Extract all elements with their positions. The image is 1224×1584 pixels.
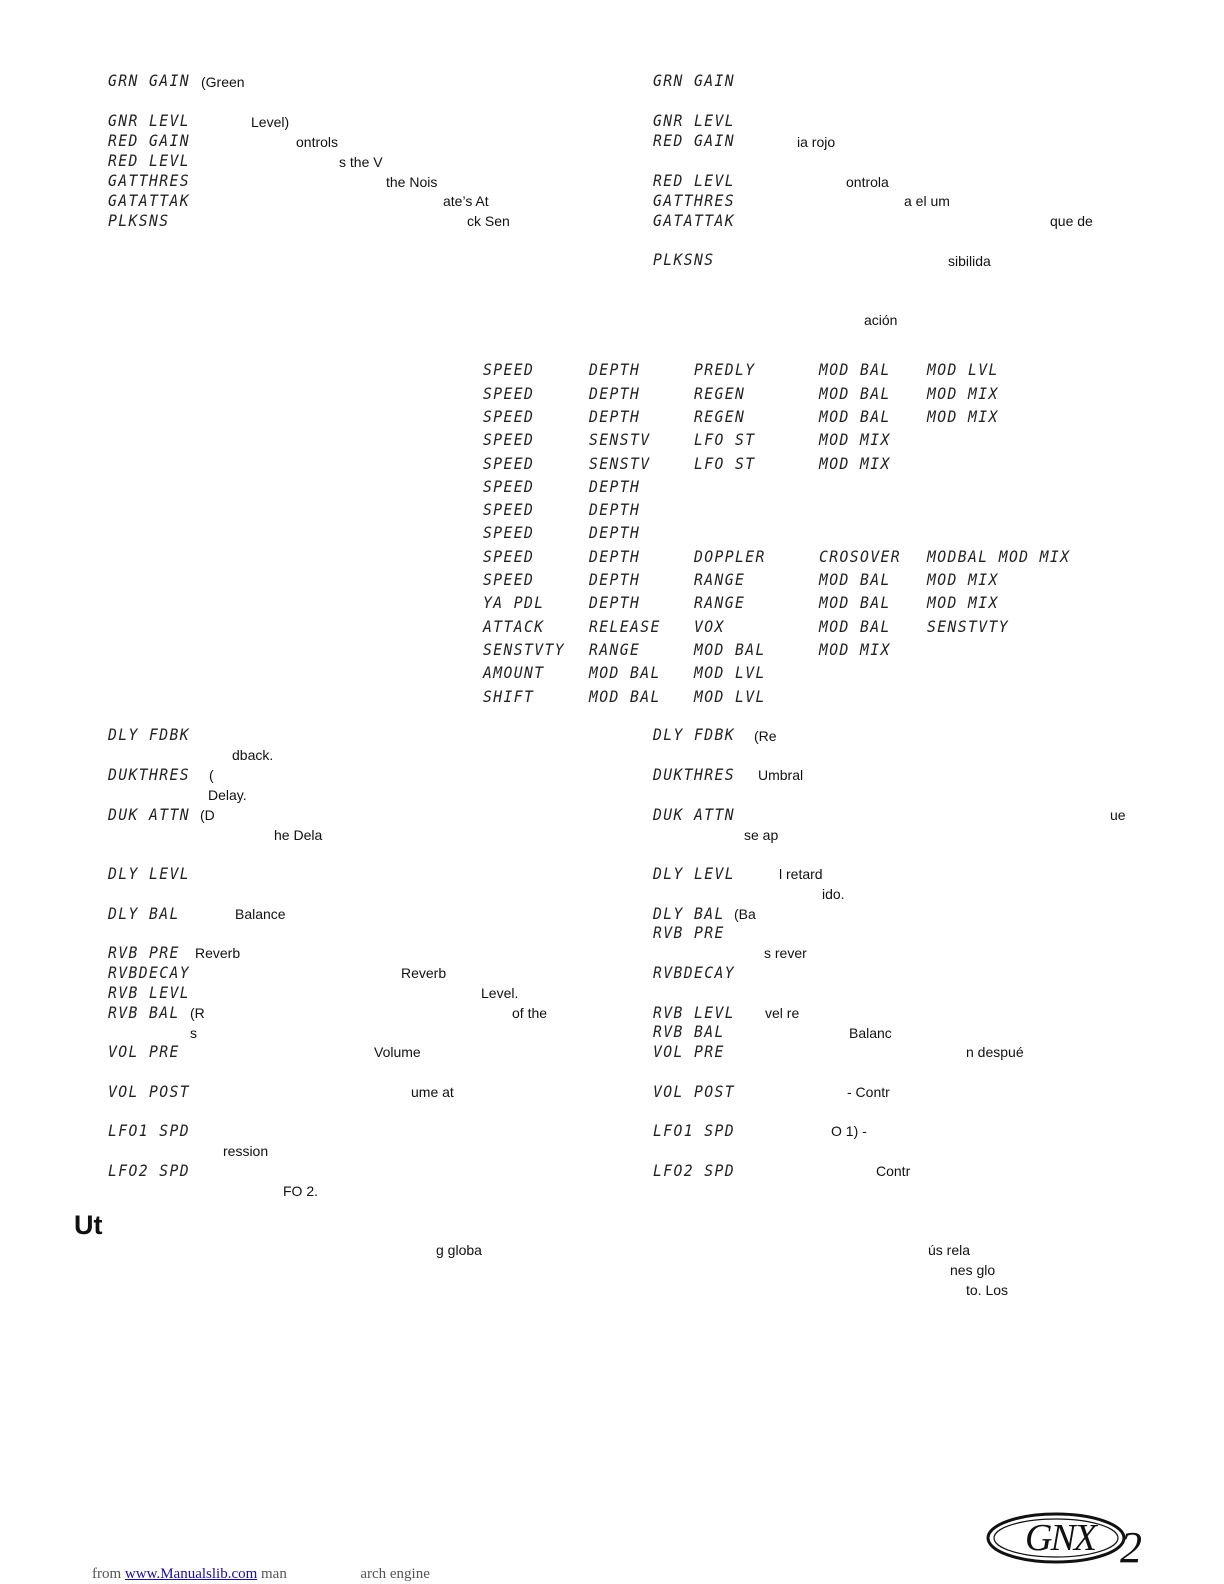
svg-text:GNX: GNX: [1025, 1517, 1095, 1559]
text-fragment: (D: [200, 807, 215, 823]
text-fragment: dback.: [232, 747, 274, 763]
text-fragment: ontrola: [846, 174, 889, 190]
text-fragment: g globa: [436, 1242, 482, 1258]
text-fragment: Level): [251, 114, 290, 130]
table-cell: DEPTH: [589, 477, 641, 496]
table-cell: MOD BAL: [819, 593, 891, 612]
table-cell: DEPTH: [589, 384, 641, 403]
text-fragment: (Ba: [734, 906, 756, 922]
table-cell: MOD BAL: [819, 360, 891, 379]
lcd-label: DUKTHRES: [108, 765, 190, 784]
table-cell: MOD BAL: [589, 687, 661, 706]
text-fragment: s the V: [339, 154, 383, 170]
lcd-label: DUKTHRES: [653, 765, 735, 784]
table-cell: MOD LVL: [694, 687, 766, 706]
lcd-label: GRN GAIN: [653, 71, 735, 90]
text-fragment: n despué: [966, 1044, 1024, 1060]
lcd-label: VOL POST: [653, 1082, 735, 1101]
footer-mid: man: [261, 1566, 287, 1582]
footer: [92, 1566, 430, 1583]
table-cell: MOD MIX: [927, 384, 999, 403]
text-fragment: Contr: [876, 1163, 911, 1179]
text-fragment: (Green: [201, 74, 245, 90]
text-fragment: ús rela: [928, 1242, 971, 1258]
table-cell: RANGE: [589, 640, 641, 659]
lcd-label: DLY FDBK: [108, 725, 190, 744]
text-fragment: ume at: [411, 1084, 454, 1100]
table-cell: MODBAL MOD MIX: [927, 547, 1071, 566]
text-fragment: Delay.: [208, 787, 247, 803]
text-fragment: he Dela: [274, 827, 323, 843]
lcd-label: RED LEVL: [108, 151, 190, 170]
lcd-label: RVB LEVL: [653, 1003, 735, 1022]
manualslib-link[interactable]: www.Manualslib.com: [124, 1566, 258, 1582]
svg-text:2: 2: [1120, 1523, 1142, 1572]
lcd-label: DLY BAL: [653, 904, 725, 923]
text-fragment: Reverb: [401, 965, 447, 981]
lcd-label: RVB LEVL: [108, 983, 190, 1002]
table-cell: MOD BAL: [819, 617, 891, 636]
lcd-label: RED GAIN: [108, 131, 190, 150]
table-cell: LFO ST: [694, 454, 756, 473]
lcd-label: LFO1 SPD: [653, 1121, 735, 1140]
lcd-label: GATATTAK: [108, 191, 190, 210]
text-fragment: ia rojo: [797, 134, 836, 150]
text-fragment: Level.: [481, 985, 519, 1001]
text-fragment: (: [209, 767, 214, 783]
table-cell: DEPTH: [589, 593, 641, 612]
text-fragment: que de: [1050, 213, 1093, 229]
table-cell: SPEED: [483, 430, 535, 449]
lcd-label: RVB PRE: [108, 943, 180, 962]
text-fragment: Balanc: [849, 1025, 892, 1041]
lcd-label: RED GAIN: [653, 131, 735, 150]
text-fragment: ido.: [822, 886, 845, 902]
table-cell: MOD BAL: [819, 570, 891, 589]
lcd-label: GRN GAIN: [108, 71, 190, 90]
lcd-label: RVB PRE: [653, 923, 725, 942]
text-fragment: (Re: [754, 728, 777, 744]
table-cell: DOPPLER: [694, 547, 766, 566]
table-cell: SENSTV: [589, 430, 651, 449]
table-cell: SPEED: [483, 407, 535, 426]
text-fragment: ación: [864, 312, 898, 328]
table-cell: RANGE: [694, 570, 746, 589]
lcd-label: GATTHRES: [653, 191, 735, 210]
table-cell: MOD MIX: [819, 454, 891, 473]
lcd-label: DUK ATTN: [108, 805, 190, 824]
text-fragment: of the: [512, 1005, 548, 1021]
text-fragment: FO 2.: [283, 1183, 319, 1199]
lcd-label: LFO2 SPD: [108, 1161, 190, 1180]
text-fragment: s: [190, 1025, 197, 1041]
text-fragment: se ap: [744, 827, 779, 843]
table-cell: MOD LVL: [927, 360, 999, 379]
table-cell: DEPTH: [589, 570, 641, 589]
text-fragment: Reverb: [195, 945, 241, 961]
section-heading: Ut: [74, 1210, 103, 1240]
text-fragment: to. Los: [966, 1282, 1009, 1298]
lcd-label: DLY BAL: [108, 904, 180, 923]
table-cell: ATTACK: [483, 617, 545, 636]
lcd-label: GATTHRES: [108, 171, 190, 190]
lcd-label: RVBDECAY: [653, 963, 735, 982]
table-cell: AMOUNT: [483, 663, 545, 682]
table-cell: SPEED: [483, 547, 535, 566]
lcd-label: LFO1 SPD: [108, 1121, 190, 1140]
table-cell: MOD BAL: [819, 384, 891, 403]
lcd-label: VOL POST: [108, 1082, 190, 1101]
text-fragment: l retard: [779, 866, 823, 882]
lcd-label: VOL PRE: [108, 1042, 180, 1061]
lcd-label: PLKSNS: [653, 250, 715, 269]
table-cell: YA PDL: [483, 593, 545, 612]
table-cell: MOD BAL: [694, 640, 766, 659]
lcd-label: VOL PRE: [653, 1042, 725, 1061]
lcd-label: DLY LEVL: [108, 864, 190, 883]
table-cell: SENSTV: [589, 454, 651, 473]
table-cell: LFO ST: [694, 430, 756, 449]
footer-suffix: arch engine: [360, 1566, 430, 1582]
lcd-label: DLY FDBK: [653, 725, 735, 744]
table-cell: MOD LVL: [694, 663, 766, 682]
lcd-label: GATATTAK: [653, 211, 735, 230]
text-fragment: ate’s At: [443, 193, 489, 209]
text-fragment: s rever: [764, 945, 807, 961]
table-cell: MOD BAL: [819, 407, 891, 426]
table-cell: DEPTH: [589, 360, 641, 379]
lcd-label: RED LEVL: [653, 171, 735, 190]
text-fragment: vel re: [765, 1005, 800, 1021]
table-cell: CROSOVER: [819, 547, 901, 566]
footer-prefix: from: [92, 1566, 122, 1582]
text-fragment: Balance: [235, 906, 286, 922]
table-cell: SPEED: [483, 500, 535, 519]
table-cell: MOD BAL: [589, 663, 661, 682]
table-cell: DEPTH: [589, 547, 641, 566]
table-cell: MOD MIX: [819, 640, 891, 659]
table-cell: SPEED: [483, 477, 535, 496]
lcd-label: RVB BAL: [653, 1022, 725, 1041]
text-fragment: ck Sen: [467, 213, 510, 229]
text-fragment: nes glo: [950, 1262, 996, 1278]
lcd-label: DLY LEVL: [653, 864, 735, 883]
text-fragment: ontrols: [296, 134, 339, 150]
text-fragment: Umbral: [758, 767, 804, 783]
table-cell: DEPTH: [589, 523, 641, 542]
table-cell: SPEED: [483, 384, 535, 403]
table-cell: PREDLY: [694, 360, 756, 379]
text-fragment: sibilida: [948, 253, 991, 269]
text-fragment: ue: [1110, 807, 1126, 823]
table-cell: SENSTVTY: [927, 617, 1009, 636]
lcd-label: DUK ATTN: [653, 805, 735, 824]
lcd-label: RVB BAL: [108, 1003, 180, 1022]
text-fragment: the Nois: [386, 174, 438, 190]
table-cell: SPEED: [483, 570, 535, 589]
table-cell: SHIFT: [483, 687, 535, 706]
table-cell: SPEED: [483, 454, 535, 473]
table-cell: REGEN: [694, 407, 746, 426]
lcd-label: RVBDECAY: [108, 963, 190, 982]
table-cell: SPEED: [483, 360, 535, 379]
lcd-label: GNR LEVL: [108, 111, 190, 130]
table-cell: DEPTH: [589, 407, 641, 426]
table-cell: MOD MIX: [927, 407, 999, 426]
lcd-label: GNR LEVL: [653, 111, 735, 130]
table-cell: RELEASE: [589, 617, 661, 636]
table-cell: DEPTH: [589, 500, 641, 519]
table-cell: SENSTVTY: [483, 640, 565, 659]
table-cell: MOD MIX: [819, 430, 891, 449]
table-cell: MOD MIX: [927, 570, 999, 589]
text-fragment: ression: [223, 1143, 269, 1159]
table-cell: MOD MIX: [927, 593, 999, 612]
lcd-label: LFO2 SPD: [653, 1161, 735, 1180]
gnx2-logo: [984, 1508, 1144, 1577]
lcd-label: PLKSNS: [108, 211, 170, 230]
text-fragment: - Contr: [847, 1084, 890, 1100]
table-cell: SPEED: [483, 523, 535, 542]
table-cell: RANGE: [694, 593, 746, 612]
table-cell: REGEN: [694, 384, 746, 403]
text-fragment: a el um: [904, 193, 950, 209]
text-fragment: O 1) -: [831, 1123, 867, 1139]
text-fragment: (R: [190, 1005, 205, 1021]
table-cell: VOX: [694, 617, 725, 636]
text-fragment: Volume: [374, 1044, 421, 1060]
